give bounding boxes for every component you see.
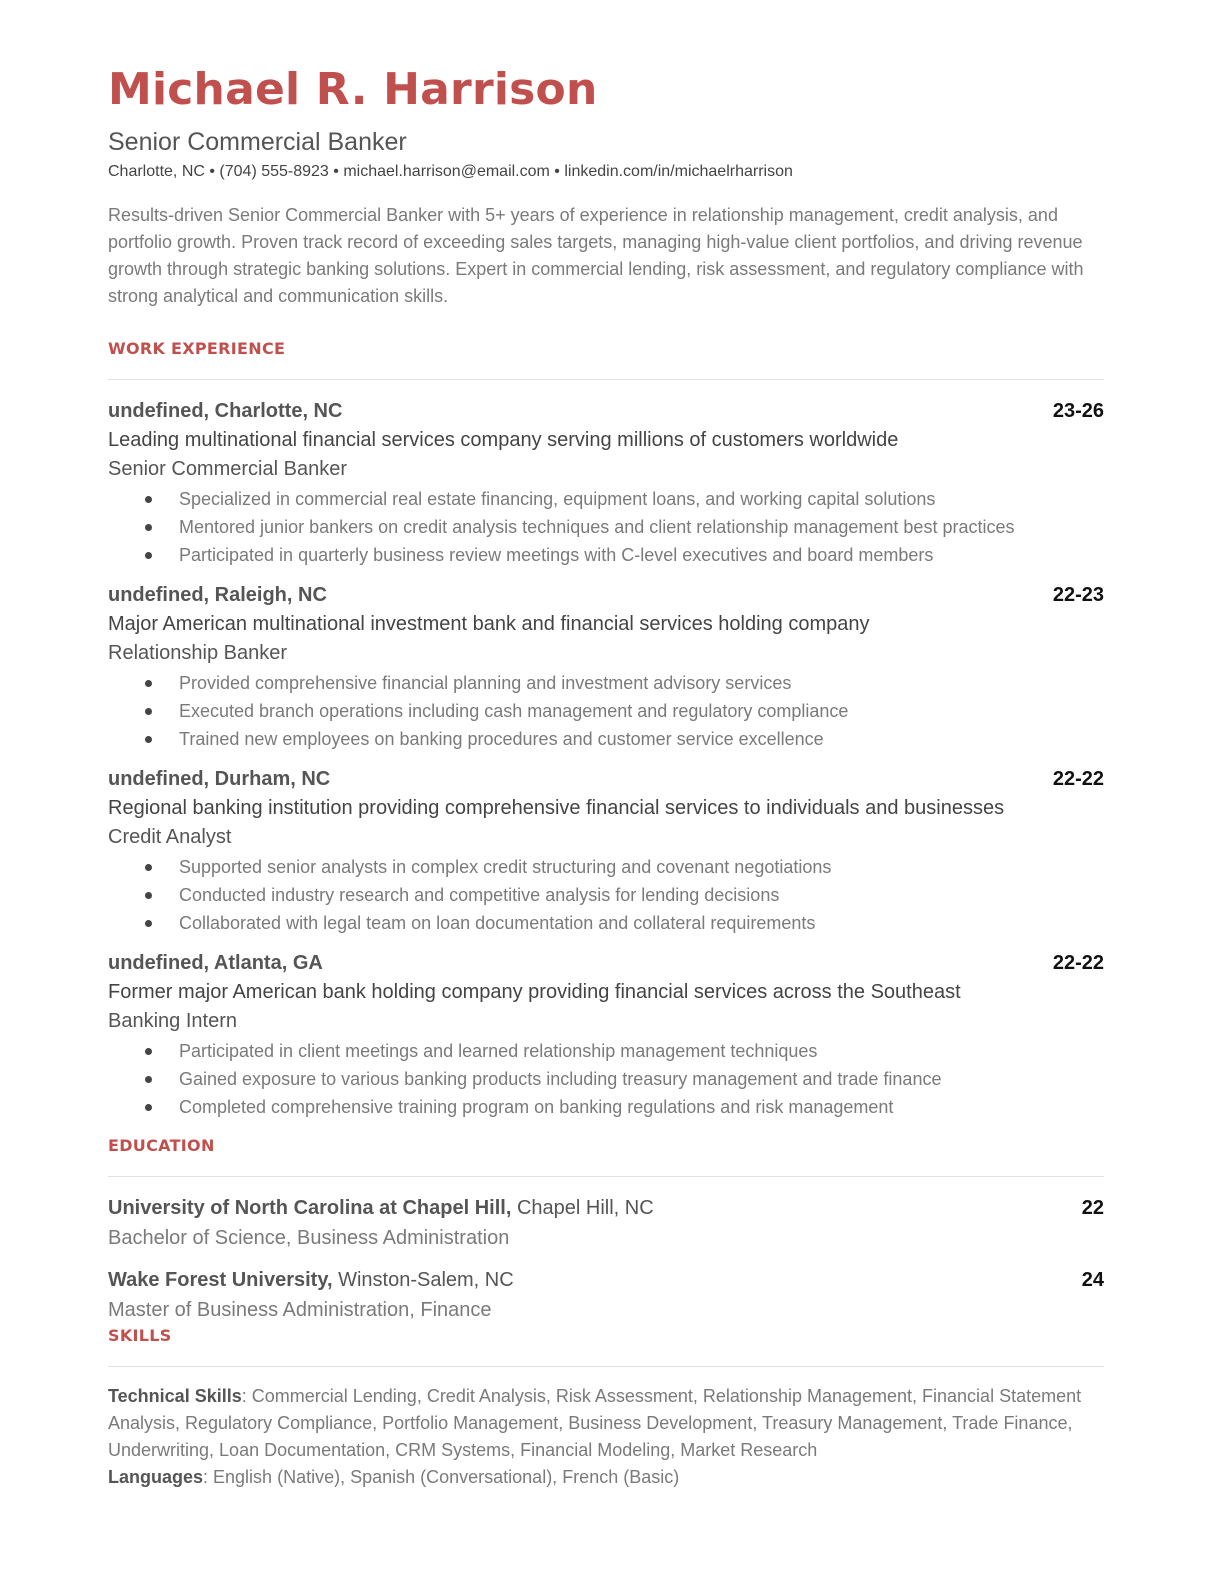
job-description: Leading multinational financial services company serving millions of customers worldwide	[108, 429, 899, 451]
languages-value: : English (Native), Spanish (Conversational), French (Basic)	[203, 1467, 680, 1487]
education-school: Wake Forest University,	[108, 1269, 333, 1291]
education-entry	[108, 1265, 1104, 1325]
education-entry	[108, 1193, 1104, 1253]
section-divider	[108, 1366, 1104, 1367]
job-entry	[108, 581, 1104, 753]
job-dates: 22-22	[1052, 768, 1104, 790]
education-year: 22	[1081, 1197, 1104, 1219]
candidate-title: Senior Commercial Banker	[108, 128, 407, 156]
job-entry	[108, 949, 1104, 1121]
job-entry	[108, 397, 1104, 569]
job-role: Relationship Banker	[108, 642, 287, 664]
education-header	[108, 1265, 1104, 1295]
resume-content	[108, 60, 1104, 1491]
languages	[108, 1464, 1104, 1491]
job-bullet: Participated in client meetings and learned relationship management techniques	[179, 1037, 1104, 1065]
job-company: undefined, Atlanta, GA	[108, 952, 323, 974]
education-heading: EDUCATION	[108, 1136, 215, 1155]
job-header	[108, 397, 1104, 425]
education-year: 24	[1081, 1269, 1104, 1291]
contact-line: Charlotte, NC • (704) 555-8923 • michael.harrison@email.com • linkedin.com/in/michaelrharrison	[108, 163, 793, 180]
work-experience-heading: WORK EXPERIENCE	[108, 339, 286, 358]
job-company: undefined, Charlotte, NC	[108, 400, 343, 422]
section-divider	[108, 379, 1104, 380]
education-school-line	[108, 1265, 514, 1295]
skills-heading: SKILLS	[108, 1326, 172, 1345]
job-entry	[108, 765, 1104, 937]
education-school: University of North Carolina at Chapel Hill,	[108, 1197, 512, 1219]
job-dates: 22-23	[1052, 584, 1104, 606]
job-bullet: Mentored junior bankers on credit analysis techniques and client relationship management best practices	[179, 513, 1104, 541]
job-bullet: Specialized in commercial real estate financing, equipment loans, and working capital solutions	[179, 485, 1104, 513]
job-bullets	[108, 1037, 1104, 1121]
technical-skills	[108, 1383, 1104, 1464]
job-bullet: Completed comprehensive training program on banking regulations and risk management	[179, 1093, 1104, 1121]
technical-skills-value: : Commercial Lending, Credit Analysis, Risk Assessment, Relationship Management, Financial Statement Analysis, Regulatory Compliance, Portfolio Management, Business Development, Treasury Management, Trade Finance, Underwriting, Loan Documentation, CRM Systems, Financial Modeling, Market Research	[108, 1386, 1082, 1460]
section-divider	[108, 1176, 1104, 1177]
job-bullet: Provided comprehensive financial planning and investment advisory services	[179, 669, 1104, 697]
job-bullets	[108, 669, 1104, 753]
job-bullet: Gained exposure to various banking products including treasury management and trade finance	[179, 1065, 1104, 1093]
job-bullet: Executed branch operations including cash management and regulatory compliance	[179, 697, 1104, 725]
job-bullet: Participated in quarterly business review meetings with C-level executives and board members	[179, 541, 1104, 569]
summary-paragraph: Results-driven Senior Commercial Banker with 5+ years of experience in relationship management, credit analysis, and portfolio growth. Proven track record of exceeding sales targets, managing high-value client portfolios, and driving revenue growth through strategic banking solutions. Expert in commercial lending, risk assessment, and regulatory compliance with strong analytical and communication skills.	[108, 205, 1084, 306]
job-bullet: Supported senior analysts in complex credit structuring and covenant negotiations	[179, 853, 1104, 881]
education-school-line	[108, 1193, 654, 1223]
job-list	[108, 397, 1104, 1121]
job-bullet: Collaborated with legal team on loan documentation and collateral requirements	[179, 909, 1104, 937]
job-role: Credit Analyst	[108, 826, 232, 848]
technical-skills-label: Technical Skills	[108, 1386, 242, 1406]
languages-label: Languages	[108, 1467, 204, 1487]
job-company: undefined, Durham, NC	[108, 768, 331, 790]
job-description: Former major American bank holding company providing financial services across the Southeast	[108, 981, 961, 1003]
education-location: Winston-Salem, NC	[332, 1269, 514, 1291]
education-location: Chapel Hill, NC	[511, 1197, 654, 1219]
job-bullets	[108, 485, 1104, 569]
job-description: Major American multinational investment bank and financial services holding company	[108, 613, 870, 635]
job-dates: 22-22	[1052, 952, 1104, 974]
job-header	[108, 949, 1104, 977]
job-bullets	[108, 853, 1104, 937]
job-header	[108, 581, 1104, 609]
job-role: Banking Intern	[108, 1010, 237, 1032]
job-company: undefined, Raleigh, NC	[108, 584, 327, 606]
job-dates: 23-26	[1052, 400, 1104, 422]
candidate-name: Michael R. Harrison	[108, 64, 598, 115]
job-bullet: Conducted industry research and competitive analysis for lending decisions	[179, 881, 1104, 909]
education-header	[108, 1193, 1104, 1223]
education-degree: Master of Business Administration, Finance	[108, 1299, 492, 1321]
job-description: Regional banking institution providing comprehensive financial services to individuals and businesses	[108, 797, 1005, 819]
education-degree: Bachelor of Science, Business Administration	[108, 1227, 510, 1249]
job-header	[108, 765, 1104, 793]
job-bullet: Trained new employees on banking procedures and customer service excellence	[179, 725, 1104, 753]
job-role: Senior Commercial Banker	[108, 458, 347, 480]
